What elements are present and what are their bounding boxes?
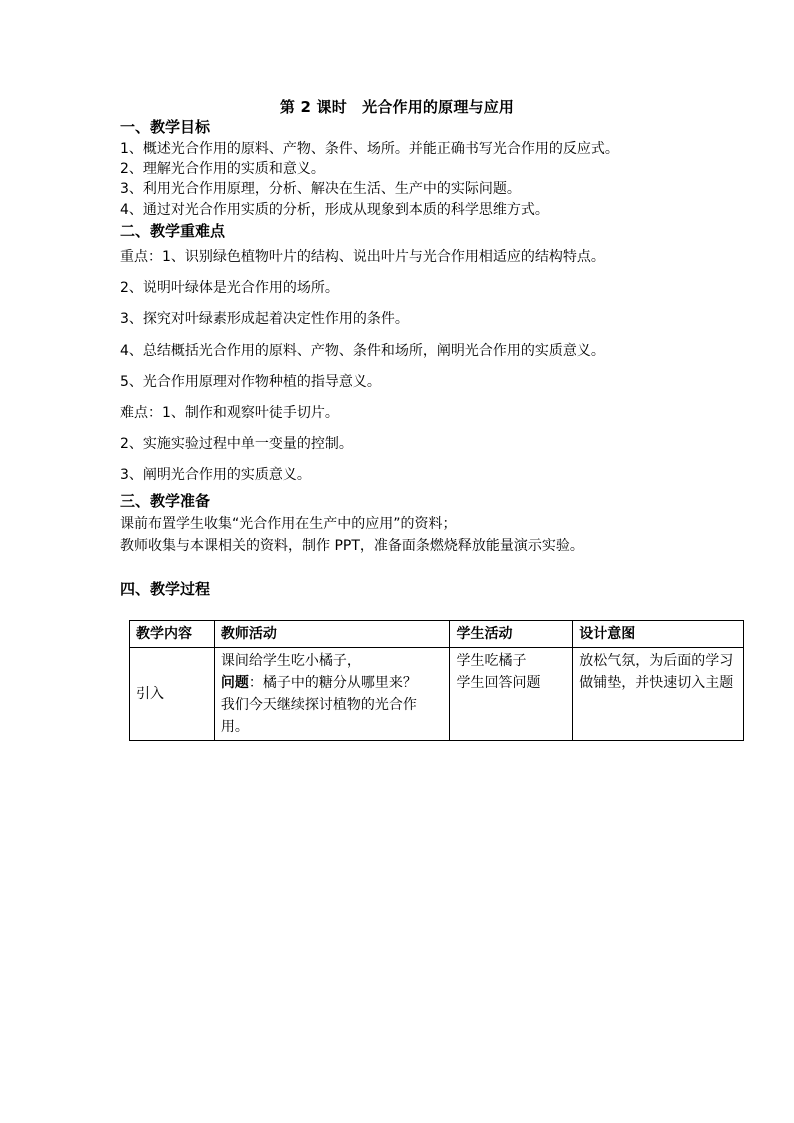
teaching-process-table <box>129 620 744 741</box>
goal-item: 3、利用光合作用原理，分析、解决在生活、生产中的实际问题。 <box>120 181 521 197</box>
goal-item: 1、概述光合作用的原料、产物、条件、场所。并能正确书写光合作用的反应式。 <box>120 141 619 157</box>
teacher-line: 我们今天继续探讨植物的光合作用。 <box>220 697 417 735</box>
key-point-item: 4、总结概括光合作用的原料、产物、条件和场所，阐明光合作用的实质意义。 <box>120 343 605 359</box>
cell-design-intent: 放松气氛，为后面的学习做铺垫，并快速切入主题 <box>573 648 744 741</box>
question-label: 问题 <box>220 675 249 691</box>
difficulty-item: 难点：1、制作和观察叶徒手切片。 <box>120 405 339 421</box>
cell-student-activity <box>450 648 573 741</box>
section-heading-goals: 一、教学目标 <box>120 118 211 136</box>
section-heading-preparation: 三、教学准备 <box>120 492 211 510</box>
section-heading-process: 四、教学过程 <box>120 580 211 598</box>
table-row <box>130 648 744 741</box>
section-heading-key-points: 二、教学重难点 <box>120 222 226 240</box>
key-point-item: 重点：1、识别绿色植物叶片的结构、说出叶片与光合作用相适应的结构特点。 <box>120 249 605 265</box>
page-title: 第 2 课时 光合作用的原理与应用 <box>279 98 515 116</box>
column-header-content: 教学内容 <box>130 621 215 648</box>
question-text: ：橘子中的糖分从哪里来？ <box>248 675 417 691</box>
goal-item: 2、理解光合作用的实质和意义。 <box>120 161 325 177</box>
teacher-line: 课间给学生吃小橘子， <box>220 653 361 669</box>
preparation-item: 教师收集与本课相关的资料，制作 PPT，准备面条燃烧释放能量演示实验。 <box>120 538 584 554</box>
preparation-item: 课前布置学生收集“光合作用在生产中的应用”的资料； <box>120 516 457 532</box>
student-line: 学生吃橘子 <box>456 653 527 669</box>
teacher-question <box>221 672 444 694</box>
key-point-item: 5、光合作用原理对作物种植的指导意义。 <box>120 374 381 390</box>
student-line: 学生回答问题 <box>456 675 541 691</box>
goal-item: 4、通过对光合作用实质的分析，形成从现象到本质的科学思维方式。 <box>120 202 549 218</box>
difficulty-item: 3、阐明光合作用的实质意义。 <box>120 467 311 483</box>
column-header-student: 学生活动 <box>450 621 573 648</box>
key-point-item: 2、说明叶绿体是光合作用的场所。 <box>120 280 339 296</box>
key-point-item: 3、探究对叶绿素形成起着决定性作用的条件。 <box>120 311 409 327</box>
difficulty-item: 2、实施实验过程中单一变量的控制。 <box>120 436 353 452</box>
table-header-row <box>130 621 744 648</box>
column-header-intent: 设计意图 <box>573 621 744 648</box>
cell-content: 引入 <box>130 648 215 741</box>
cell-teacher-activity <box>214 648 450 741</box>
column-header-teacher: 教师活动 <box>214 621 450 648</box>
